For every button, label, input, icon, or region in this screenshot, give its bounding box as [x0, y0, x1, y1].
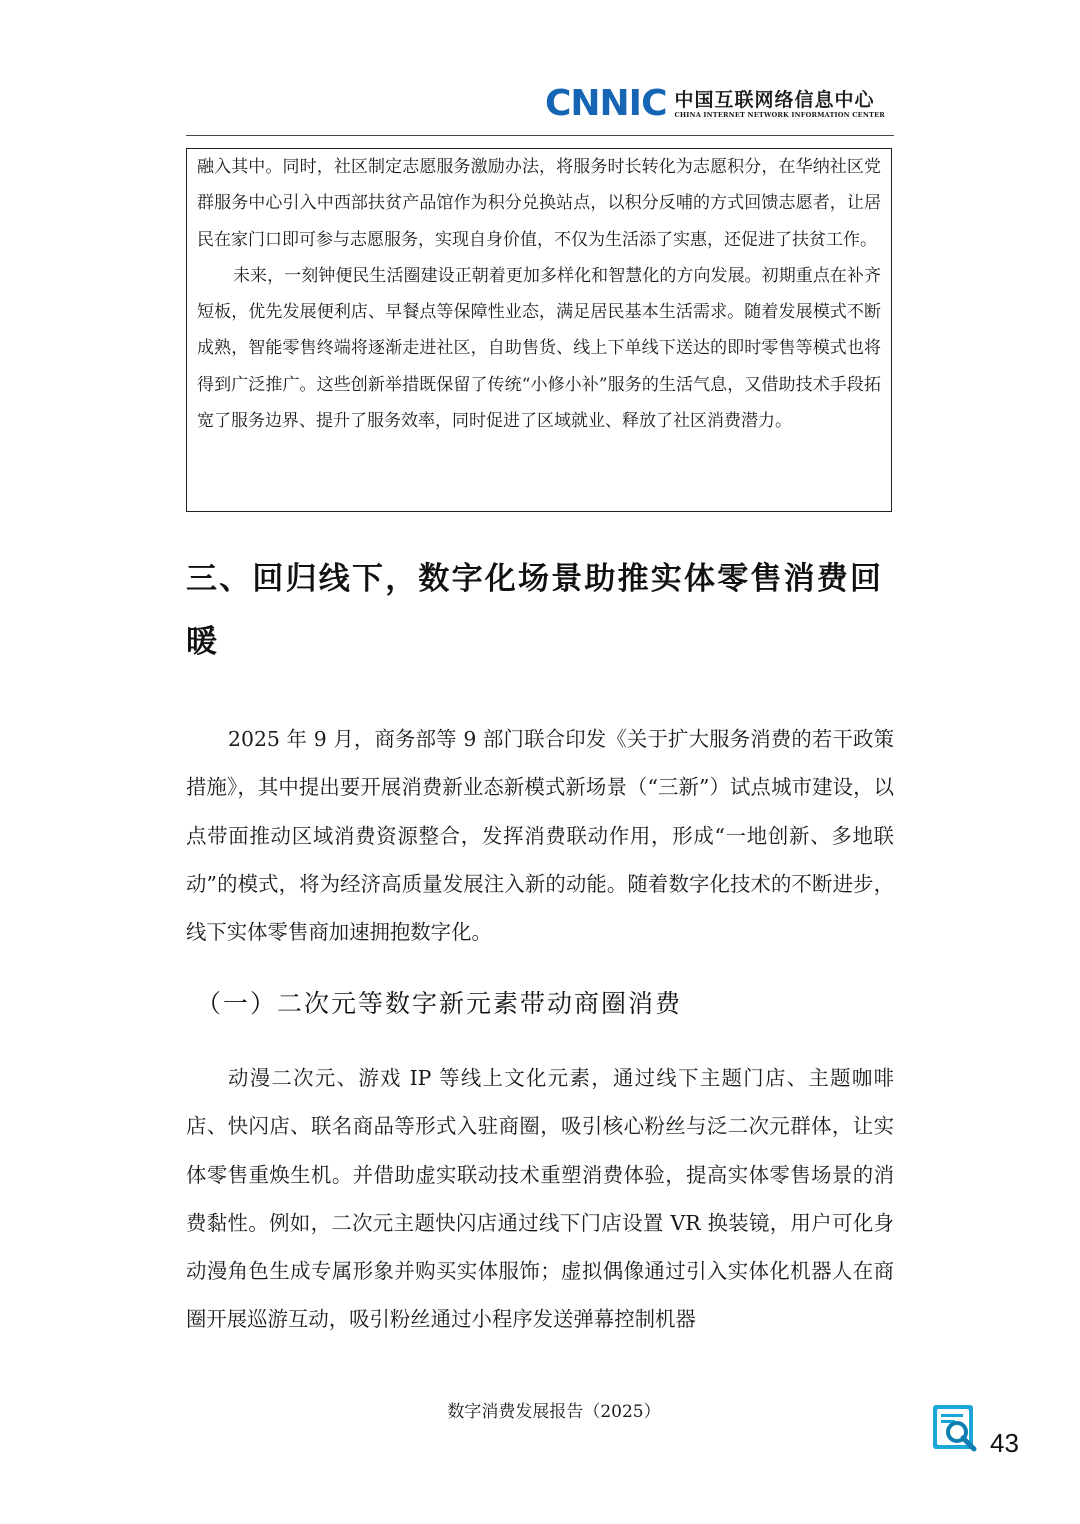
intro-paragraph: 2025 年 9 月，商务部等 9 部门联合印发《关于扩大服务消费的若干政策措施》，其中提出要开展消费新业态新模式新场景（“三新”）试点城市建设，以点带面推动区域消费资源整合，发挥消费联动作用，形成“一地创新、多地联动”的模式，将为经济高质量发展注入新的动能。随着数字化技术的不断进步，线下实体零售商加速拥抱数字化。	[186, 727, 894, 945]
page-number: 43	[990, 1428, 1019, 1458]
logo-chinese-name: 中国互联网络信息中心	[674, 89, 875, 111]
header-divider	[186, 135, 894, 136]
section-heading: 三、回归线下，数字化场景助推实体零售消费回暖	[186, 561, 884, 660]
logo-mark: CNNIC	[545, 83, 667, 124]
box-paragraph: 融入其中。同时，社区制定志愿服务激励办法，将服务时长转化为志愿积分，在华纳社区党群服务中心引入中西部扶贫产品馆作为积分兑换站点，以积分反哺的方式回馈志愿者，让居民在家门口即可参与志愿服务，实现自身价值，不仅为生活添了实惠，还促进了扶贫工作。	[197, 157, 881, 250]
box-paragraph: 未来，一刻钟便民生活圈建设正朝着更加多样化和智慧化的方向发展。初期重点在补齐短板，优先发展便利店、早餐点等保障性业态，满足居民基本生活需求。随着发展模式不断成熟，智能零售终端将逐渐走进社区，自助售货、线上下单线下送达的即时零售等模式也将得到广泛推广。这些创新举措既保留了传统“小修小补”服务的生活气息，又借助技术手段拓宽了服务边界、提升了服务效率，同时促进了区域就业、释放了社区消费潜力。	[197, 265, 881, 432]
subsection-heading: （一）二次元等数字新元素带动商圈消费	[196, 989, 683, 1018]
logo-text	[675, 89, 885, 119]
cnnic-logo	[545, 84, 885, 124]
body-paragraph: 动漫二次元、游戏 IP 等线上文化元素，通过线下主题门店、主题咖啡店、快闪店、联名商品等形式入驻商圈，吸引核心粉丝与泛二次元群体，让实体零售重焕生机。并借助虚实联动技术重塑消费体验，提高实体零售场景的消费黏性。例如，二次元主题快闪店通过线下门店设置 VR 换装镜，用户可化身动漫角色生成专属形象并购买实体服饰；虚拟偶像通过引入实体化机器人在商圈开展巡游互动，吸引粉丝通过小程序发送弹幕控制机器	[186, 1066, 894, 1332]
case-study-box	[186, 148, 892, 512]
magnifier-report-icon	[932, 1404, 980, 1452]
logo-english-name: CHINA INTERNET NETWORK INFORMATION CENTER	[674, 111, 885, 119]
footer-report-title: 数字消费发展报告（2025）	[447, 1402, 661, 1422]
